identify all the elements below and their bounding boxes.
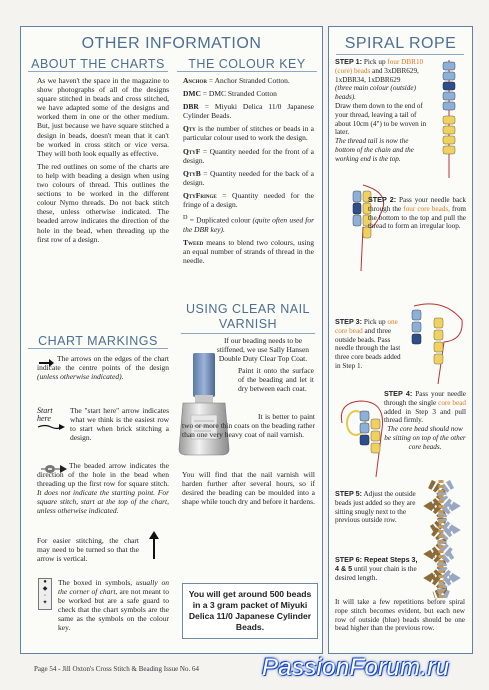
about-charts-text (37, 76, 169, 248)
vertical-arrow-icon (148, 530, 160, 565)
turn-chart-text: For easier stitching, the chart may need to be turned so that the arrow is vertical. (37, 536, 139, 564)
step-5: STEP 5: Adjust the outside beads just added so they are sitting snugly next to the previous outside row. (335, 489, 416, 525)
nail-varnish-p3: It is better to paint two or more thin coats on the beading rather than one very heavy coat of nail varnish. (182, 412, 315, 440)
page-footer: Page 54 - Jill Oxton's Cross Stitch & Beading Issue No. 64 (34, 665, 199, 673)
site-watermark: PassionForum.ru (262, 654, 450, 681)
nail-varnish-bottle-icon (173, 351, 235, 462)
heading-rule (177, 71, 317, 72)
start-here-text: The "start here" arrow indicates what we think is the easiest row to start when brick stitching a design. (70, 406, 169, 443)
spiral-rope-photo (422, 480, 462, 603)
heading-rule (181, 333, 315, 334)
about-charts-paragraph-2: The red outlines on some of the charts are to help with beading a design when using two colours of thread. This outlines the sections to be worked in the different colour Nymo threads. Do not back stitch these, unless otherwise indicated. The beaded arrow indicates the direction of the hole in the bead, when threading up the first row of a design. (37, 161, 169, 244)
final-note: It will take a few repetitions before spiral rope stitch becomes evident, but each new row of outside (blue) beads should be one bead higher than the previous row. (335, 598, 465, 633)
boxed-symbols-text: The boxed in symbols, usually on the corner of chart, are not meant to be worked but are a safe guard to check that the chart symbols are the same as the symbols on the colour key. (58, 578, 170, 633)
step-3: STEP 3: Pick up one core bead and three outside beads. Pass needle through the last three core beads added in Step 1. (335, 317, 401, 370)
start-here-icon: Start here (37, 407, 67, 433)
step-6: STEP 6: Repeat Steps 3, 4 & 5 until your chain is the desired length. (335, 555, 418, 582)
nail-varnish-heading: USING CLEAR NAIL VARNISH (185, 302, 310, 331)
step-1-bead-diagram (430, 60, 468, 183)
about-charts-heading: ABOUT THE CHARTS (31, 57, 165, 71)
nail-varnish-p4: You will find that the nail varnish will harden further after several hours, so if desired the beading can be moulded into a shape while touch dry and before it hardens. (182, 470, 315, 507)
step-1: STEP 1: Pick up four DBR10 (core) beads and 3xDBR629, 1xDBR34, 1xDBR629 (three main colour (outside) beads). Draw them down to the end of your thread, leaving a tail of about 10cm (4") to be woven in later. The thread tail is now the bottom of the chain and the working end is the top. (335, 57, 427, 163)
boxed-symbols-icon: ● ◆ ◦ ✦ (38, 578, 52, 610)
bead-count-note: You will get around 500 beads in a 3 gram packet of Miyuki Delica 11/0 Japanese Cylinder Beads. (182, 583, 318, 639)
colour-key-text: Anchor = Anchor Stranded Cotton. DMC = DMC Stranded Cotton DBR = Miyuki Delica 11/0 Japanese Cylinder Beads. Qty is the number of stitches or beads in a particular colour used to work the design. QtyF = Quantity needed for the front of a design. QtyB = Quantity needed for the back of a design. QtyFringe = Quantity needed for the fringe of a design. $^D$ = Duplicated colour (quite often used for the DBR key). Tweed means to blend two colours, using an equal number of strands of thread in the needle. (183, 76, 315, 265)
heading-rule (336, 54, 464, 55)
centre-arrow-text: The arrows on the edges of the chart indicate the centre points of the design (unless otherwise indicated). (37, 354, 169, 382)
spiral-rope-title: SPIRAL ROPE (344, 35, 457, 52)
heading-rule (28, 348, 168, 349)
about-charts-paragraph-1: As we haven't the space in the magazine to show photographs of all of the designs square stitched in beads and cross stitched, we have adapted some of the designs and worked them in one or the other medium. But, just because we have square stitched a design in beads, doesn't mean that it can't be worked in cross stitch or vice versa. They will both look equally as effective. (37, 76, 169, 158)
nail-varnish-p2: Paint it onto the surface of the beading and let it dry between each coat. (238, 366, 314, 394)
step-4: STEP 4: Pass your needle through the single core bead added in Step 3 and pull thread firmly. The core bead should now be sitting on top of the other core beads. (384, 389, 467, 451)
step-3-bead-diagram (404, 300, 468, 389)
other-information-title: OTHER INFORMATION (81, 35, 262, 52)
heading-rule (28, 71, 168, 72)
step-2: STEP 2: Pass your needle back through the four core beads, from the bottom to the top and pull the thread to form an irregular loop. (368, 195, 467, 231)
nail-varnish-p1: If our beading needs to be stiffened, we use Sally Hansen Double Duty Clear Top Coat. (216, 336, 310, 364)
chart-markings-heading: CHART MARKINGS (38, 334, 158, 348)
beaded-arrow-text: The beaded arrow indicates the direction of the hole in the bead when threading up the first row for square stitch. It does not indicate the starting point. For square stitch, start at the top of the chart, unless otherwise indicated. (37, 461, 169, 516)
colour-key-heading: THE COLOUR KEY (188, 57, 306, 71)
